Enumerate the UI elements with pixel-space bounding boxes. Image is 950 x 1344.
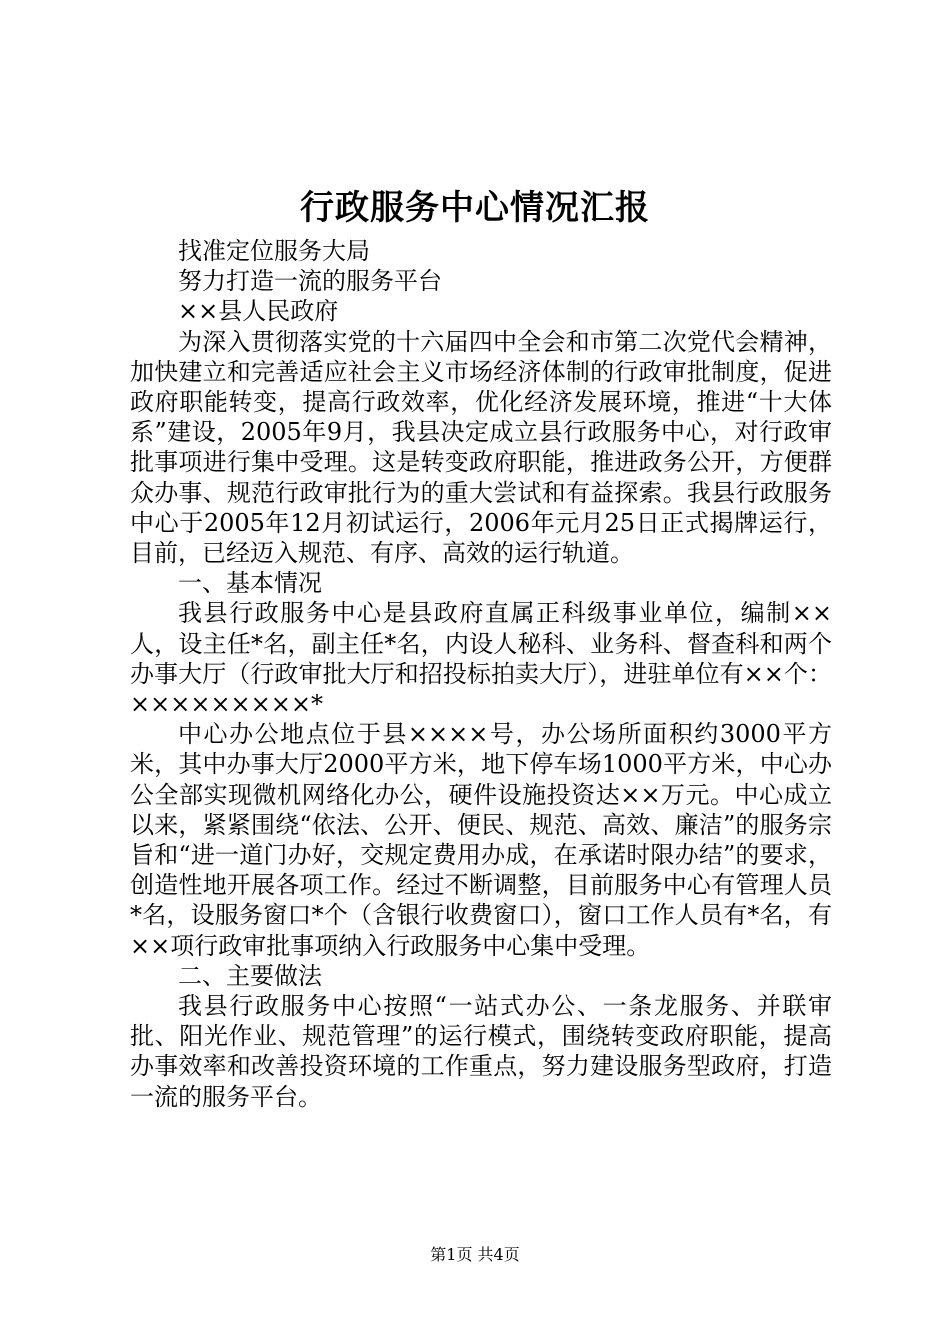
methods-paragraph-1: 我县行政服务中心按照“一站式办公、一条龙服务、并联审批、阳光作业、规范管理”的运行模式，围绕转变政府职能，提高办事效率和改善投资环境的工作重点，努力建设服务型政府，打造一流的服务平台。 [130, 992, 832, 1111]
page-footer: 第1页 共4页 [430, 1245, 520, 1264]
subtitle-line-1: 找准定位服务大局 [178, 237, 370, 265]
section-heading-basic: 一、基本情况 [178, 569, 322, 598]
document-body [130, 236, 832, 1112]
section-heading-methods: 二、主要做法 [178, 961, 322, 990]
author-line: ××县人民政府 [178, 297, 339, 326]
subtitle-line-2: 努力打造一流的服务平台 [178, 267, 442, 296]
basic-paragraph-2: 中心办公地点位于县××××号，办公场所面积约3000平方米，其中办事大厅2000平方米，地下停车场1000平方米，中心办公全部实现微机网络化办公，硬件设施投资达××万元。中心成立以来，紧紧围绕“依法、公开、便民、规范、高效、廉洁”的服务宗旨和“进一道门办好，交规定费用办成，在承诺时限办结”的要求，创造性地开展各项工作。经过不断调整，目前服务中心有管理人员*名，设服务窗口*个（含银行收费窗口），窗口工作人员有*名，有××项行政审批事项纳入行政服务中心集中受理。 [130, 720, 832, 960]
basic-paragraph-1: 我县行政服务中心是县政府直属正科级事业单位，编制××人，设主任*名，副主任*名，内设人秘科、业务科、督查科和两个办事大厅（行政审批大厅和招投标拍卖大厅），进驻单位有××个：×××××××××* [130, 599, 832, 719]
intro-paragraph: 为深入贯彻落实党的十六届四中全会和市第二次党代会精神，加快建立和完善适应社会主义市场经济体制的行政审批制度，促进政府职能转变，提高行政效率，优化经济发展环境，推进“十大体系”建设，2005年9月，我县决定成立县行政服务中心，对行政审批事项进行集中受理。这是转变政府职能，推进政务公开，方便群众办事、规范行政审批行为的重大尝试和有益探索。我县行政服务中心于2005年12月初试运行，2006年元月25日正式揭牌运行，目前，已经迈入规范、有序、高效的运行轨道。 [130, 327, 832, 568]
document-title: 行政服务中心情况汇报 [300, 188, 650, 228]
